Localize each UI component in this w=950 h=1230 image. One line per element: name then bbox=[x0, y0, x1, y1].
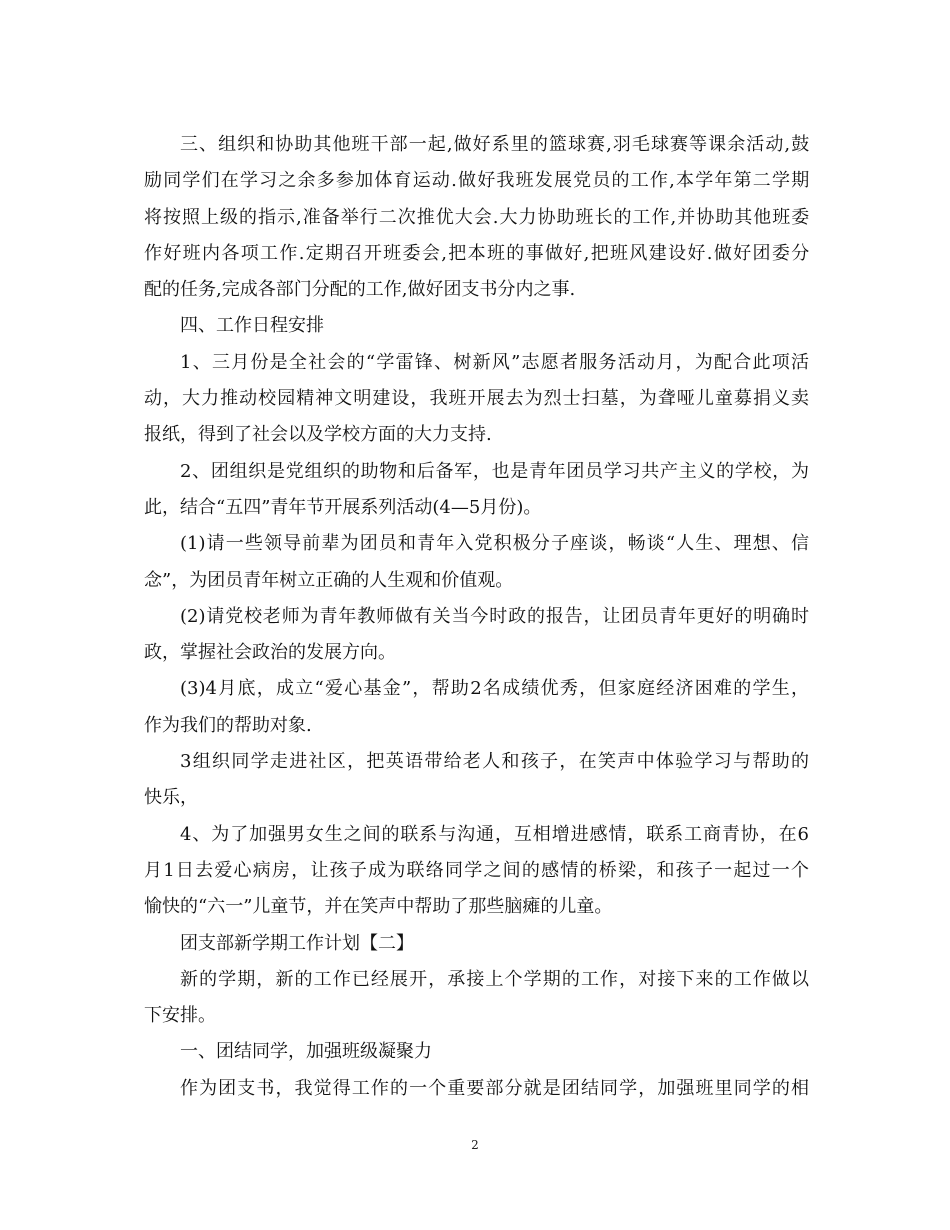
text-line: 报纸，得到了社会以及学校方面的大力支持. bbox=[144, 424, 492, 446]
text-line: 作好班内各项工作.定期召开班委会,把本班的事做好,把班风建设好.做好团委分 bbox=[144, 242, 809, 264]
text-line: 念”，为团员青年树立正确的人生观和价值观。 bbox=[144, 569, 514, 591]
text-line: (2)请党校老师为青年教师做有关当今时政的报告，让团员青年更好的明确时 bbox=[180, 605, 809, 627]
text-line: (3)4月底，成立“爱心基金”，帮助2名成绩优秀，但家庭经济困难的学生， bbox=[180, 678, 809, 700]
text-line: 愉快的“六一”儿童节，并在笑声中帮助了那些脑瘫的儿童。 bbox=[144, 896, 613, 918]
text-line: 3组织同学走进社区，把英语带给老人和孩子，在笑声中体验学习与帮助的 bbox=[180, 751, 809, 773]
text-line: 配的任务,完成各部门分配的工作,做好团支书分内之事. bbox=[144, 279, 576, 301]
text-line: 励同学们在学习之余多参加体育运动.做好我班发展党员的工作,本学年第二学期 bbox=[144, 170, 809, 192]
text-line: 动，大力推动校园精神文明建设，我班开展去为烈士扫墓，为聋哑儿童募捐义卖 bbox=[144, 388, 809, 410]
page-number: 2 bbox=[471, 1138, 479, 1152]
text-line: 作为团支书，我觉得工作的一个重要部分就是团结同学，加强班里同学的相 bbox=[180, 1077, 809, 1099]
section-heading: 团支部新学期工作计划【二】 bbox=[180, 932, 414, 954]
text-line: 将按照上级的指示,准备举行二次推优大会.大力协助班长的工作,并协助其他班委 bbox=[144, 206, 809, 228]
text-line: 三、组织和协助其他班干部一起,做好系里的篮球赛,羽毛球赛等课余活动,鼓 bbox=[180, 134, 809, 155]
section-heading: 四、工作日程安排 bbox=[180, 315, 324, 337]
text-line: 新的学期，新的工作已经展开，承接上个学期的工作，对接下来的工作做以 bbox=[180, 968, 809, 990]
text-line: 快乐， bbox=[144, 787, 198, 809]
text-line: 作为我们的帮助对象. bbox=[144, 714, 312, 736]
text-line: 下安排。 bbox=[144, 1005, 216, 1027]
document-body bbox=[144, 127, 809, 1107]
text-line: 1、三月份是全社会的“学雷锋、树新风”志愿者服务活动月，为配合此项活 bbox=[180, 351, 809, 373]
section-heading: 一、团结同学，加强班级凝聚力 bbox=[180, 1041, 432, 1063]
text-line: 月1日去爱心病房，让孩子成为联络同学之间的感情的桥梁，和孩子一起过一个 bbox=[144, 859, 809, 881]
text-line: 2、团组织是党组织的助物和后备军，也是青年团员学习共产主义的学校，为 bbox=[180, 460, 809, 482]
text-line: 4、为了加强男女生之间的联系与沟通，互相增进感情，联系工商青协，在6 bbox=[180, 823, 809, 845]
text-line: (1)请一些领导前辈为团员和青年入党积极分子座谈，畅谈“人生、理想、信 bbox=[180, 533, 809, 555]
text-line: 此，结合“五四”青年节开展系列活动(4—5月份)。 bbox=[144, 496, 542, 518]
text-line: 政，掌握社会政治的发展方向。 bbox=[144, 642, 396, 664]
